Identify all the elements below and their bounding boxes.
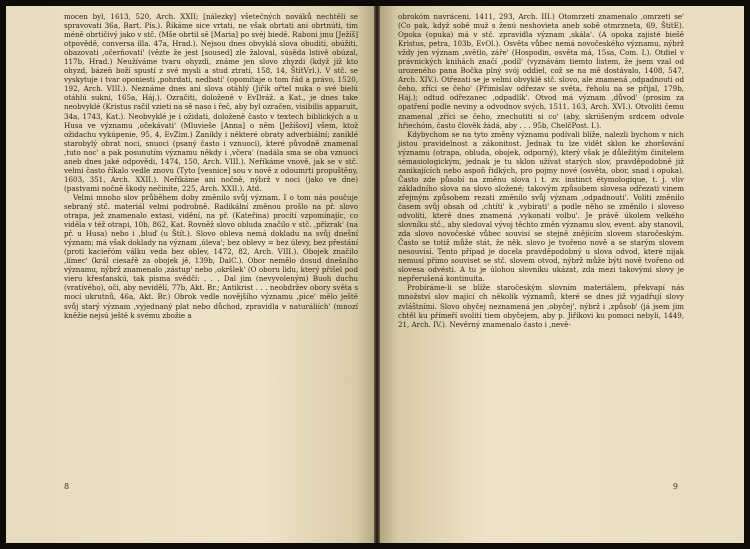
book-spread [6, 6, 744, 543]
left-page [6, 6, 374, 543]
left-page-number: 8 [64, 482, 70, 491]
left-paragraph: Velmi mnoho slov průběhem doby změnilo svůj význam. I o tom nás poučuje sebraný stč. materiál velmi podrobně. Radikální změnou prošlo na př. slovo otrapa, jež znamenalo extasi, vidění, na př. (Kateřina) procítí vzpomínajíc, co viděla v též otrapi, 10b, 862, Kat. Rovněž slovo obluda značilo v stč. ,přízrak' (na př. u Husa) nebo i ,bluď (u Štít.). Slovo obleva nemá dokladu na svůj dnešní význam; má však doklady na význam ,úleva'; bez oblevy = bez úlevy, bez přestání (proti kacieřóm válku veda bez oblev, 1472, 82, Arch. VIII.). Obojek značilo ,límec' (král ciesařě za obojek jě, 139b, DalC.). Obor nemělo dosud dnešního významu, nýbrž znamenalo ,zástup' nebo ,okršlek' (O oboru lidu, který přišel pod vieru křesťanskú, tak pisma svědčí: . . . Dal jim (nevyvoleným) Buoh duchu (vratívého), oči, aby nevidělí, 77b, Akt. Br.; Antikrist . . . neobdržev obory světa s mocí ukrutnů, 46a, Akt. Br.) Obrok vedle novějšího významu ,pice' mělo ještě svůj starý význam ,vyjednaný plat nebo důchod, zpravidla v naturáliích' (mnozí kněžie nejsú ještě k svému zbožie a [64, 192, 358, 320]
right-paragraph: Kdybychom se na tyto změny významu podívali blíže, nalezli bychom v nich jistou pravidelnost a zákonitost. Jednak tu lze vidět sklon ke zhoršování významu (otrapa, obluda, obojek, odporný), který však je důležitým činitelem sémasiologickým, jednak je tu sklon užívat starých slov, pravděpodobně již zanikajících nebo aspoň řidkých, pro pojmy nové (osvěta, obor, snad i opuka). Často zde působí na změnu slova i t. zv. instinct étymologique, t. j. vliv základního slova na slovo složené; takovým způsobem slovesa odřezati vinem zřejmým způsobem rezati změnilo svůj význam ,odpadnouti'. Voliti změnilo časem svůj obsah od ,chtíti' k ,vybírati' a podle něho se změnilo i sloveso odvoliti, které dnes znamená ,vykonati volbu'. Je právě úkolem velkého slovníku stč., aby sledoval vývoj těchto změn významu slov, event. aby stanovil, zda slovo novočeské vůbec souvisí se stejně znějícím slovem staročeským. Často se totiž může stát, že něk. slovo je tvořeno nově a se starým slovem nesouvisí. Tento případ je docela pravděpodobný u slova odvod, které nijak nemusí přímo souviset se stč. slovem otvod, nýbrž může býti nově tvořeno od slovesa odvésti. A tu je úlohou slovníku ukázat, zda mezi takovými slovy je nepřerušená kontinuita. [398, 129, 684, 284]
right-paragraph: obrokóm navráceni, 1411, 293, Arch. III.) Otomrzeti znamenalo ,omrzeti se' (Co pak, když sobě muž s ženú neshovieta aneb sobě otmrzneta, 69, ŠtítE). Opoka (opuka) má v stč. zpravidla význam ,skála'. (A opoka zajisté biešě Kristus, petra, 103b, EvOl.). Osvěta vůbec nemá novočeského významu, nýbrž vždy jen význam ,světlo, záře' (Hospodin, osvěta má, 15sa, Com. I.). Otdiel v právnických knihách značí ,podíl' (vyznávám tiemto listem, že jsem vzal od urozeného pana Bočka plný svój oddiel, což se na mě dostávalo, 1408, 547, Arch. XIV.). Otřezati se je velmi obvyklé stč. slovo, ale znamená ,odpadnouti od čeho, zříci se čeho' (Přimislav odřezav se světa, řeholu na se přijal, 179b, Háj.); odtud odřezanec ,odpadlík'. Otvod má význam ,důvod' (prosim za opatření podle neviny a odvodnov svých, 1511, 163, Arch. XVI.). Otvoliti čemu znamenal ,zříci se čeho, znechutiti si co' (aby, skrúšeným srdcem odvole hřiechóm, často člověk žádá, aby . . . 95b, ChelčPost. I.). [398, 12, 684, 130]
left-page-text [64, 12, 358, 320]
right-page [380, 6, 744, 543]
right-page-number: 9 [672, 482, 678, 491]
right-paragraph: Probíráme-li se blíže staročeským slovním materiálem, překvapí nás množství slov mající ch několik významů, které se dnes již vyjadřují slovy zvláštními. Slovo obyčej neznamená jen ,obyčej', nýbrž i ,způsob' (já jsem jim chtěl ku přímeří svolití tiem obyčejem, aby p. Jiříkovi ku pomoci nebyli, 1449, 21, Arch. IV.). Nevěrný znamenalo často i ,nevě- [398, 283, 684, 329]
left-paragraph: mocen byl, 1613, 520, Arch. XXII; [nálezky] všetečných nováků nechtěli se spravovati 36a, Bart. Pís.). Říkáme sice vrtati, ne však obrtati ani obrtnúti, tím méně obrtičivý jako v stč. (Mše obrtil sě [Maria] po svéj biedě. Raboni jmu [Ježíš] otpovědě, conversa illa. 47a, Hrad.). Nejsou dnes obvyklá slova obuditi, obúžiti, obazovati ,očerňovati' (vězte že jest [soused] zle žaloval, súsěda lstivě obúzal, 117b, Hrad.) Neužíváme tvaru ohyzdi, známe jen slovo zhyzdi (když již kto ohyzd, bázeň boží spustí z své mysli a stud ztratí, 158, 14, ŠtítVrl.). V stč. se vyskytuje i tvar oponiesti ,pohrdati, nedbati' (opomítaje o tom řád a právo, 1520, 192, Arch. VIII.). Neznáme dnes ani slova otáhlý (Jiřík ořtel nuka o své bielú otáhlú sukni, 165a, Háj.). Ozračiti, doloženě v EvDráž. a Kat., je dnes take neobvyklé (Kristus račil vzieti na sě naso i řeč, aby byl ozračen, visibilis apparuit, 34a, 1743, Kat.). Neobvyklé je i ožidati, doloženě často v textech biblických a u Husa ve významu ,očekávati' (Mluvieše [Anna] o něm [Ježíšovi] všem, ktož ožidachu vykúpenie, 95, 4, EvZim.) Zanikly i některé obraty adverbiální; zaniklé starobylý obrat noci, snuoci (psaný často i vznuoci), které původně znamenal ,tuto noc' a pak posunutím významu někdy i ,včera' (nadála sma se oba vznuoci aneb dnes jaké odpovědi, 1474, 150, Arch. VIII.). Neříkáme vnově, jak se v stč. velmi často říkalo vedle znovu (Tyto [vesnice] sou v nově z odoumrti propuštěny, 1603, 351, Arch. XXII.). Neříkáme ani nočně, nýbrž v noci (jako ve dne) (pastvami nočně škody nečiníte, 225, Arch. XXII.). Atd. [64, 12, 358, 193]
right-page-text [398, 12, 684, 329]
